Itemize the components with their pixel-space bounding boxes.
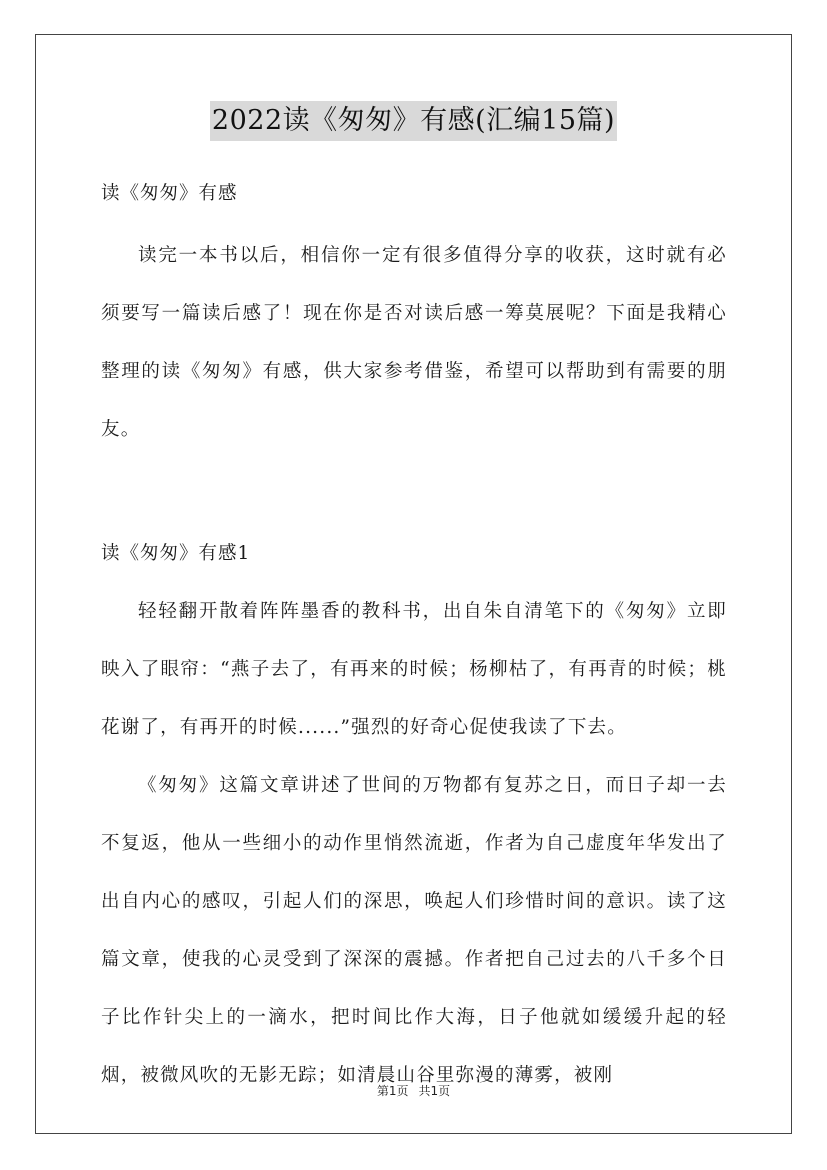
title-container — [0, 101, 827, 141]
document-body — [101, 175, 727, 1105]
essay-1-paragraph-1: 轻轻翻开散着阵阵墨香的教科书，出自朱自清笔下的《匆匆》立即映入了眼帘：“燕子去了，有再来的时候；杨柳枯了，有再青的时候；桃花谢了，有再开的时候......”强烈的好奇心促使我读了下去。 — [101, 601, 727, 738]
intro-paragraph: 读完一本书以后，相信你一定有很多值得分享的收获，这时就有必须要写一篇读后感了！现在你是否对读后感一筹莫展呢？下面是我精心整理的读《匆匆》有感，供大家参考借鉴，希望可以帮助到有需要的朋友。 — [101, 245, 727, 440]
page-total: 共1页 — [418, 1084, 451, 1098]
section-heading: 读《匆匆》有感 — [101, 183, 238, 204]
essay-1-paragraph-2: 《匆匆》这篇文章讲述了世间的万物都有复苏之日，而日子却一去不复返，他从一些细小的动作里悄然流逝，作者为自己虚度年华发出了出自内心的感叹，引起人们的深思，唤起人们珍惜时间的意识。读了这篇文章，使我的心灵受到了深深的震撼。作者把自己过去的八千多个日子比作针尖上的一滴水，把时间比作大海，日子他就如缓缓升起的轻烟，被微风吹的无影无踪；如清晨山谷里弥漫的薄雾，被刚 — [101, 775, 727, 1086]
document-title: 2022读《匆匆》有感(汇编15篇) — [210, 101, 617, 141]
page-footer — [0, 1082, 827, 1099]
page-number: 第1页 — [376, 1084, 409, 1098]
essay-1-heading: 读《匆匆》有感1 — [101, 543, 251, 564]
